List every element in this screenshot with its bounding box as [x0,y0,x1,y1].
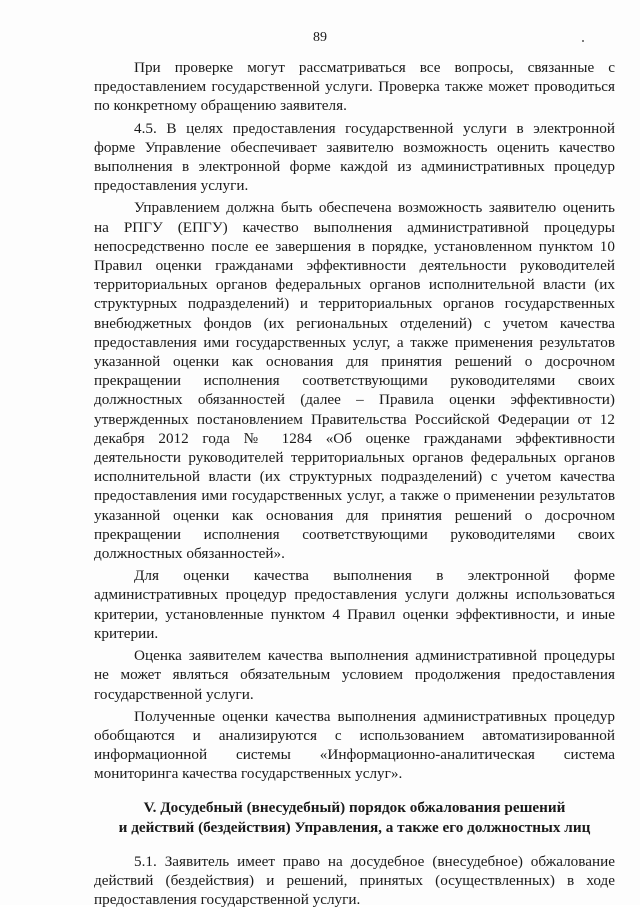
paragraph-monitoring: Полученные оценки качества выполнения административных процедур обобщаются и анализируются с использованием автоматизированной информационной системы «Информационно-аналитическая система мониторинга качества государственных услуг». [94,707,615,783]
paragraph-5-1: 5.1. Заявитель имеет право на досудебное (внесудебное) обжалование действий (бездействия) и решений, принятых (осуществленных) в ходе предоставления государственной услуги. [94,852,615,908]
paragraph-inspection: При проверке могут рассматриваться все вопросы, связанные с предоставлением государственной услуги. Проверка также может проводиться по конкретному обращению заявителя. [94,59,615,115]
paragraph-not-mandatory: Оценка заявителем качества выполнения административной процедуры не может являться обязательным условием продолжения предоставления государственной услуги. [94,647,615,703]
page-number: 89 [313,30,327,45]
section-heading-line-1: V. Досудебный (внесудебный) порядок обжалования решений [143,798,566,816]
paragraph-criteria: Для оценки качества выполнения в электронной форме административных процедур предоставления услуги должны использоваться критерии, установленные пунктом 4 Правил оценки эффективности, и иные критерии. [94,567,615,642]
paragraph-assessment-rules: Управлением должна быть обеспечена возможность заявителю оценить на РПГУ (ЕПГУ) качество выполнения административной процедуры непосредственно после ее завершения в порядке, установленном пунктом 10 Правил оценки гражданами эффективности деятельности руководителей территориальных органов федеральных органов исполнительной власти (их структурных подразделений) и территориальных органов государственных внебюджетных фондов (их региональных отделений) с учетом качества предоставления ими государственных услуг, а также применения результатов указанной оценки как основания для принятия решений о досрочном прекращении исполнения соответствующими руководителями своих должностных обязанностей (далее – Правила оценки эффективности) утвержденных постановлением Правительства Российской Федерации от 12 декабря 2012 года № 1284 «Об оценке гражданами эффективности деятельности руководителей территориальных органов федеральных органов исполнительной власти (их структурных подразделений) с учетом качества предоставления ими государственных услуг, а также о применении результатов указанной оценки как основания для принятия решений о досрочном прекращении исполнения соответствующими руководителями своих должностных обязанностей». [94,199,615,563]
paragraph-4-5: 4.5. В целях предоставления государственной услуги в электронной форме Управление обеспечивает заявителю возможность оценить качество выполнения в электронной форме каждой из административных процедур предоставления услуги. [94,119,615,195]
document-body [94,58,615,909]
section-heading-line-2: и действий (бездействия) Управления, а также его должностных лиц [118,818,591,836]
